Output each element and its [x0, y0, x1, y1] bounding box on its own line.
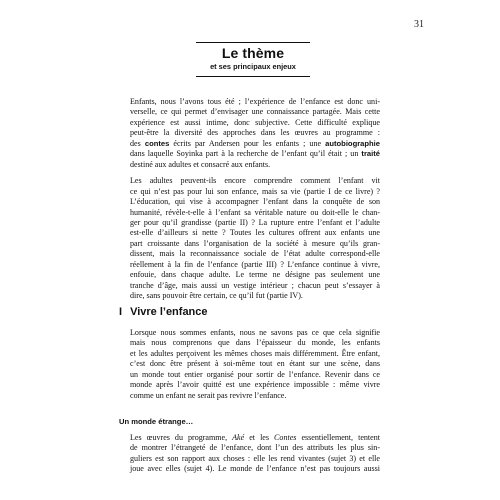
text-line: ce qui n’est pas pour lui son enfance, mais sa vie (partie I de ce livre) ? — [130, 186, 380, 196]
text-line: joue avec elles (sujet 4). Le monde de l’enfance n’est pas toujours aussi — [130, 464, 380, 474]
text-line: expérience est aussi intime, donc subjective. Cette difficulté explique — [130, 117, 380, 127]
text-line-rich: des contes écrits par Andersen pour les enfants ; une autobiographie — [130, 138, 380, 148]
section-paragraph-1 — [119, 328, 380, 401]
text-line: un monde tout entier organisé pour sortir de l’enfance. Revenir dans ce — [130, 369, 380, 379]
emphasis-term: autobiographie — [325, 138, 380, 148]
text-line: Les adultes peuvent-ils encore comprendre comment l’enfant vit — [130, 176, 380, 186]
section-title: Vivre l’enfance — [130, 306, 208, 318]
text-line: et les adultes perçoivent les mêmes choses mais différemment. Être enfant, — [130, 348, 380, 358]
intro-paragraph-2 — [119, 176, 380, 301]
text-line: ger pour qu’il grandisse (partie II) ? La rupture entre l’enfant et l’adulte — [130, 217, 380, 227]
text-line: destiné aux adultes et consacré aux enfants. — [130, 159, 271, 169]
text-line: comme un enfant ne serait pas revivre l’enfance. — [130, 390, 287, 400]
emphasis-term: traité — [361, 149, 380, 159]
subsection-body — [119, 433, 380, 475]
intro-paragraph-1 — [119, 97, 380, 170]
text-line: mais nous comprenons que dans l’épaisseur du monde, les enfants — [130, 338, 380, 348]
text-line: enfouie, dans chaque adulte. Le terme ne désigne pas seulement une — [130, 270, 380, 280]
intro-body — [119, 97, 380, 302]
text-line: Lorsque nous sommes enfants, nous ne savons pas ce que cela signifie — [130, 328, 380, 337]
text-line: Les œuvres du programme, Aké et les Contes essentiellement, tentent — [130, 433, 380, 442]
text-line: part croissante dans l’organisation de la société à mesure qu’ils gran- — [130, 238, 380, 248]
text-line: L’éducation, qui vise à accompagner l’enfant dans la conquête de son — [130, 197, 380, 207]
work-title: Contes — [274, 433, 297, 442]
text-line: est-elle d’ailleurs si nette ? Toutes les cultures offrent aux enfants une — [130, 228, 380, 238]
chapter-title: Le thème — [221, 45, 285, 61]
section-body — [119, 328, 380, 401]
text-line: dire, sans pouvoir être certain, ce qu’il fut (partie IV). — [130, 291, 303, 301]
chapter-title-block — [196, 42, 310, 77]
text-line: monde après l’avoir quitté est une expérience impossible : même vivre — [130, 380, 380, 390]
text-line: verselle, ce qui permet d’envisager une connaissance partagée. Mais cette — [130, 107, 380, 117]
text-line: c’est donc être présent à soi-même tout en étant sur une scène, dans — [130, 359, 380, 369]
text-line: guliers est son rapport aux choses : elle les rend vivantes (sujet 3) et elle — [130, 453, 380, 463]
text-line: tranche d’âge, mais aussi un vestige intérieur ; chacun peut s’essayer à — [130, 280, 380, 290]
subsection-paragraph-1 — [119, 433, 380, 475]
text-line: Enfants, nous l’avons tous été ; l’expérience de l’enfance est donc uni- — [130, 97, 380, 106]
chapter-subtitle: et ses principaux enjeux — [210, 62, 296, 71]
title-rule — [196, 76, 310, 77]
section-heading — [119, 305, 380, 319]
page-number: 31 — [414, 19, 424, 30]
subheading: Un monde étrange… — [119, 417, 194, 426]
text-line: dissent, mais la reconnaissance sociale de l’état adulte correspond-elle — [130, 249, 380, 259]
work-title: Aké — [232, 433, 245, 442]
text-line: peut-être la diversité des approches dans les œuvres au programme : — [130, 128, 380, 138]
section-number: I — [119, 306, 123, 318]
text-line: dans laquelle Soyinka part à la recherche de l’enfant qu’il était ; un traité — [130, 149, 380, 159]
text-line: humanité, révèle-t-elle à l’enfant sa véritable nature ou doit-elle le chan- — [130, 207, 380, 217]
text-line: de montrer l’étrangeté de l’enfance, dont l’un des attributs les plus sin- — [130, 443, 380, 453]
text-line: réellement à la fin de l’enfance (partie III) ? L’enfance continue à vivre, — [130, 259, 380, 269]
emphasis-term: contes — [144, 138, 170, 148]
